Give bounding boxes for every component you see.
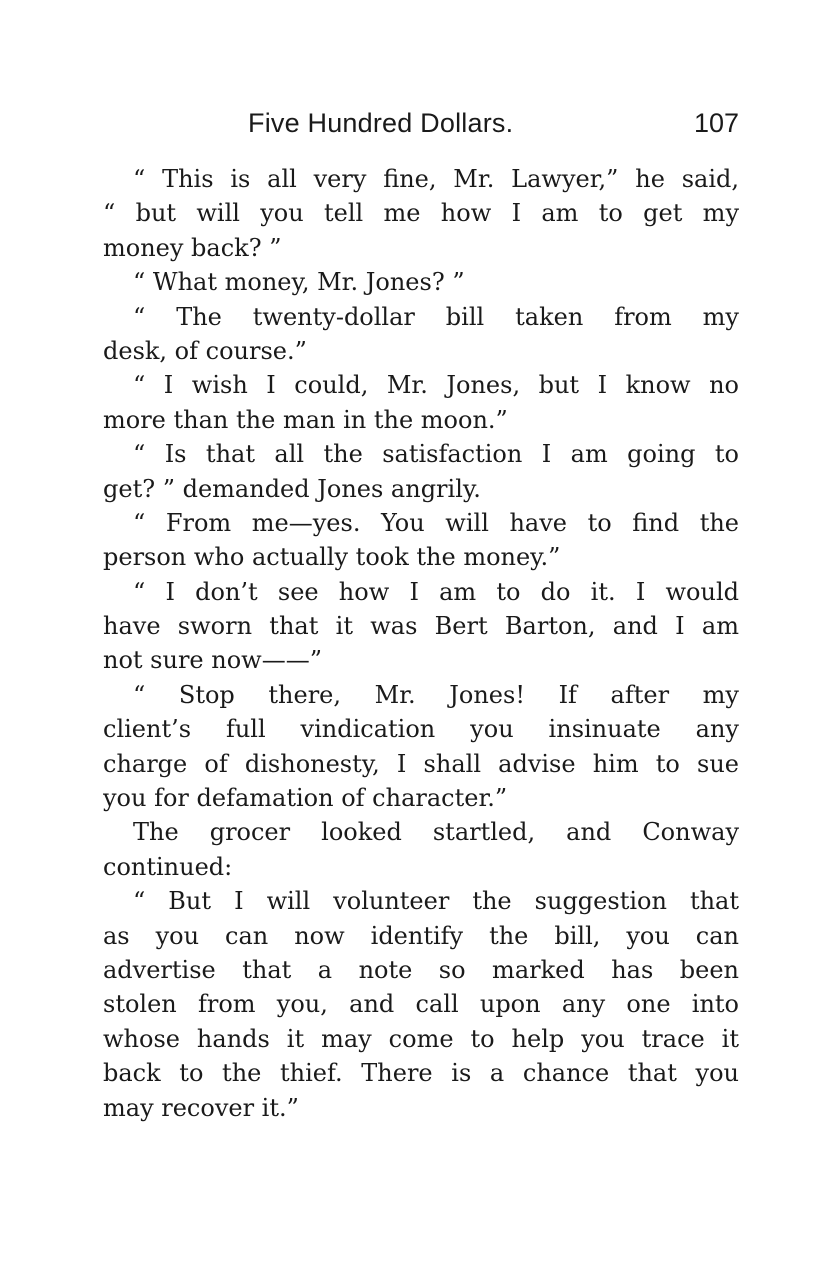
text-line: “ Is that all the satisfaction I am going to (133, 440, 739, 469)
text-line: “ I don’t see how I am to do it. I would (133, 577, 739, 606)
text-line: “ but will you tell me how I am to get my (103, 199, 739, 228)
text-line: back to the thief. There is a chance that you (103, 1059, 739, 1088)
page-header (103, 108, 739, 148)
text-line: may recover it.” (103, 1093, 299, 1122)
text-line: “ The twenty-dollar bill taken from my (133, 302, 739, 331)
text-line: get? ” demanded Jones angrily. (103, 474, 481, 503)
text-line: “ This is all very fine, Mr. Lawyer,” he said, (133, 165, 739, 193)
text-line: advertise that a note so marked has been (103, 955, 739, 984)
text-line: not sure now——” (103, 646, 322, 675)
text-line: “ From me—yes. You will have to find the (133, 508, 739, 537)
body-text (103, 162, 739, 1125)
text-line: client’s full vindication you insinuate any (103, 715, 739, 744)
text-line: as you can now identify the bill, you can (103, 921, 739, 950)
text-line: you for defamation of character.” (103, 784, 508, 813)
text-line: “ What money, Mr. Jones? ” (133, 268, 465, 297)
text-line: continued: (103, 852, 233, 881)
text-line: have sworn that it was Bert Barton, and I am (103, 612, 739, 641)
text-line: “ I wish I could, Mr. Jones, but I know no (133, 371, 739, 400)
text-line: The grocer looked startled, and Conway (133, 818, 739, 847)
text-line: person who actually took the money.” (103, 543, 561, 572)
text-line: charge of dishonesty, I shall advise him to sue (103, 749, 739, 778)
text-line: whose hands it may come to help you trace it (103, 1024, 739, 1053)
text-line: “ Stop there, Mr. Jones! If after my (133, 680, 739, 709)
text-line: money back? ” (103, 233, 282, 262)
page-number: 107 (693, 108, 739, 138)
running-title: Five Hundred Dollars. (248, 108, 514, 138)
text-line: more than the man in the moon.” (103, 405, 508, 434)
text-line: “ But I will volunteer the suggestion that (133, 887, 739, 916)
text-line: stolen from you, and call upon any one into (103, 990, 739, 1019)
text-line: desk, of course.” (103, 336, 307, 365)
